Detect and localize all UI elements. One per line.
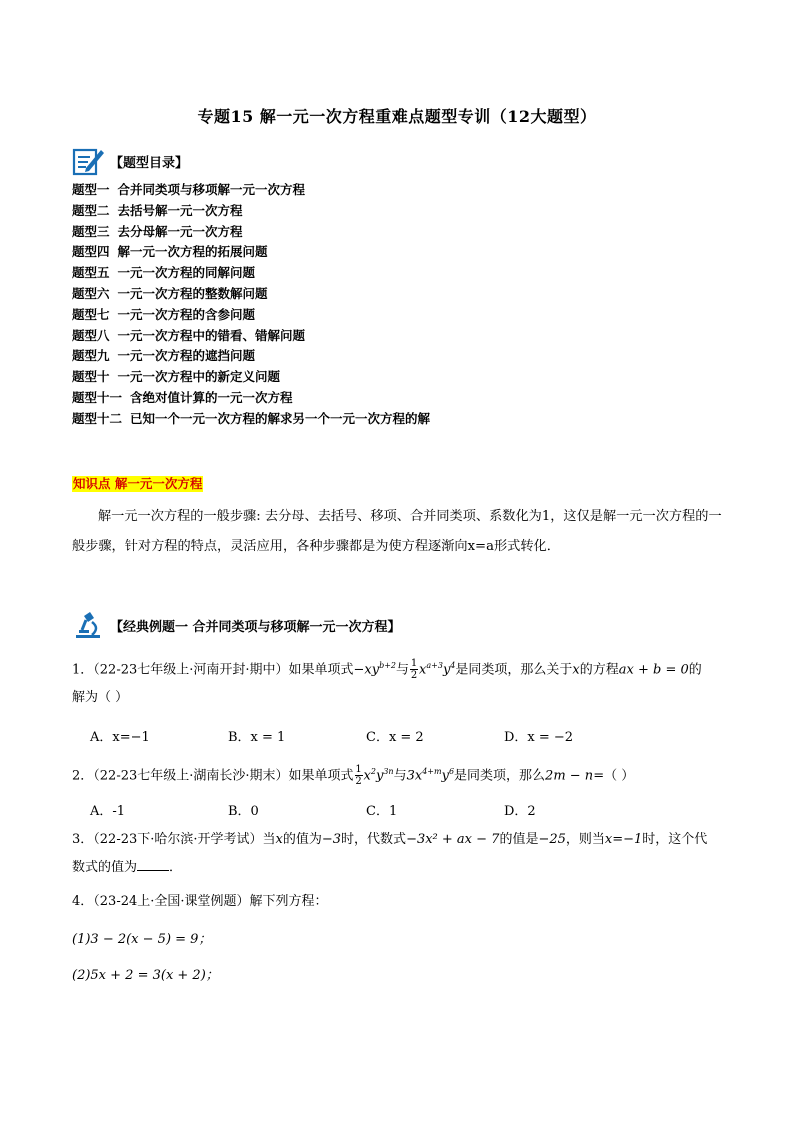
- fraction: $\frac{1}{2}$: [355, 764, 362, 788]
- toc-header-label: 【题型目录】: [110, 155, 189, 171]
- toc-item[interactable]: 题型六 一元一次方程的整数解问题: [72, 285, 268, 301]
- option-c[interactable]: C．1: [366, 804, 398, 819]
- toc-item[interactable]: 题型二 去括号解一元一次方程: [72, 202, 243, 218]
- toc-item[interactable]: 题型四 解一元一次方程的拓展问题: [72, 244, 268, 260]
- question-1-options: [90, 726, 642, 745]
- toc-item[interactable]: 题型五 一元一次方程的同解问题: [72, 265, 256, 281]
- toc-item[interactable]: 题型九 一元一次方程的遮挡问题: [72, 348, 256, 364]
- question-1: 1．（22-23七年级上·河南开封·期中）如果单项式$-xy^{b+2}$与 $\frac{1}{2}$ $x^{a+3}y^4$是同类项，那么关于x的方程ax + b = 0的 解为（ ）: [72, 658, 702, 706]
- answer-blank[interactable]: [137, 858, 169, 871]
- option-d[interactable]: D．x = −2: [504, 730, 574, 745]
- toc-item[interactable]: 题型八 一元一次方程中的错看、错解问题: [72, 327, 306, 343]
- question-4-item-2: (2)5x + 2 = 3(x + 2)；: [72, 968, 219, 983]
- option-b[interactable]: B．0: [228, 804, 259, 819]
- page-title: 专题15 解一元一次方程重难点题型专训（12大题型）: [197, 107, 597, 126]
- example-header-label: 【经典例题一 合并同类项与移项解一元一次方程】: [110, 619, 401, 635]
- option-b[interactable]: B．x = 1: [228, 730, 286, 745]
- question-4: 4．（23-24上·全国·课堂例题）解下列方程：: [72, 894, 328, 909]
- question-4-item-1: (1)3 − 2(x − 5) = 9；: [72, 932, 212, 947]
- question-3: 3．（22-23下·哈尔滨·开学考试）当x的值为−3时，代数式−3x² + ax − 7的值是−25，则当x=−1时，这个代 数式的值为 ．: [72, 832, 708, 875]
- toc-item[interactable]: 题型一 合并同类项与移项解一元一次方程: [72, 182, 306, 197]
- knowledge-body: 解一元一次方程的一般步骤: 去分母、去括号、移项、合并同类项、系数化为1，这仅是解一元一次方程的一般步骤，针对方程的特点，灵活应用，各种步骤都是为使方程逐渐向x=a形式转化．: [72, 509, 722, 554]
- option-a[interactable]: A．-1: [90, 804, 126, 819]
- option-c[interactable]: C．x = 2: [366, 730, 424, 745]
- toc-header: [72, 146, 188, 176]
- option-d[interactable]: D．2: [504, 804, 536, 819]
- microscope-icon: [72, 610, 106, 640]
- toc-list: [72, 180, 430, 430]
- toc-item[interactable]: 题型七 一元一次方程的含参问题: [72, 306, 256, 322]
- toc-item[interactable]: 题型十 一元一次方程中的新定义问题: [72, 369, 281, 385]
- toc-item[interactable]: 题型十一 含绝对值计算的一元一次方程: [72, 389, 293, 405]
- fraction: $\frac{1}{2}$: [410, 658, 418, 682]
- question-2: 2．（22-23七年级上·湖南长沙·期末）如果单项式 $\frac{1}{2}$ $x^2y^{3n}$与$3x^{4+m}y^6$是同类项，那么2m − n=（ ）: [72, 764, 635, 788]
- example-header: [72, 610, 401, 640]
- option-a[interactable]: A．x=−1: [90, 730, 150, 745]
- toc-item[interactable]: 题型三 去分母解一元一次方程: [72, 223, 243, 239]
- notepad-pencil-icon: [72, 146, 106, 176]
- question-2-options: [90, 800, 642, 819]
- toc-item[interactable]: 题型十二 已知一个一元一次方程的解求另一个一元一次方程的解: [72, 410, 431, 426]
- knowledge-point-label: 知识点 解一元一次方程: [73, 476, 203, 491]
